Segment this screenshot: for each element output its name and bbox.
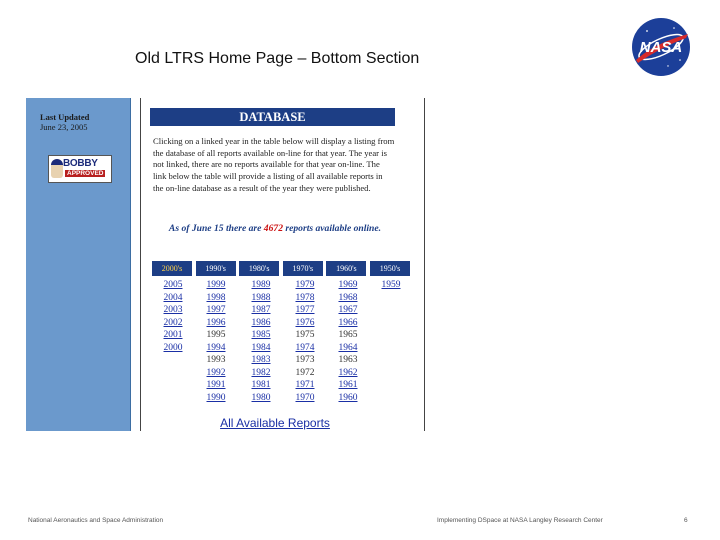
content-divider [140,98,141,431]
year-link-1986[interactable]: 1986 [251,317,271,328]
year-link-1966[interactable]: 1966 [338,317,358,328]
svg-text:NASA: NASA [639,39,683,56]
year-link-1974[interactable]: 1974 [295,342,315,353]
bobby-approved-badge-icon[interactable] [48,155,112,183]
year-link-1962[interactable]: 1962 [338,367,358,378]
year-link-1990[interactable]: 1990 [206,392,226,403]
year-link-1971[interactable]: 1971 [295,380,315,390]
year-link-2004[interactable]: 2004 [163,292,183,303]
year-link-1985[interactable]: 1985 [251,330,271,340]
year-link-1959[interactable]: 1959 [381,280,401,290]
year-link-1967[interactable]: 1967 [338,305,358,315]
decade-header-1990s: 1990's [196,261,236,276]
year-link-1964[interactable]: 1964 [338,342,358,353]
database-description: Clicking on a linked year in the table below will display a listing from the database of all reports available on-line for that year. The year is not linked, there are no reports available for that year on-line. The link below the table will provide a listing of all available reports in the on-line database as a result of the year they were published. [153,136,395,193]
badge-subtitle: APPROVED [67,170,104,177]
decade-header-2000s: 2000's [152,261,192,276]
year-link-1968[interactable]: 1968 [338,292,358,303]
year-link-2000[interactable]: 2000 [163,342,183,353]
year-column-1950s [376,279,406,292]
website-screenshot [26,98,426,431]
decade-header-1950s: 1950's [370,261,410,276]
year-link-2005[interactable]: 2005 [163,280,183,290]
reports-count-suffix: reports available online. [282,223,382,234]
year-link-1996[interactable]: 1996 [206,317,226,328]
year-column-1980s [246,279,276,404]
last-updated-label: Last Updated [40,112,90,122]
year-column-1990s [201,279,231,404]
page-number: 6 [684,517,688,524]
last-updated-date: June 23, 2005 [40,122,88,132]
year-link-1965: 1965 [338,330,358,340]
year-link-1982[interactable]: 1982 [251,367,271,378]
year-link-1983[interactable]: 1983 [251,355,271,365]
year-column-1970s [290,279,320,404]
year-link-1973: 1973 [295,355,315,365]
year-link-1970[interactable]: 1970 [295,392,315,403]
content-right-edge [424,98,425,431]
year-link-1976[interactable]: 1976 [295,317,315,328]
year-link-2001[interactable]: 2001 [163,330,183,340]
decade-header-1980s: 1980's [239,261,279,276]
decade-header-row [152,261,410,276]
year-link-1978[interactable]: 1978 [295,292,315,303]
year-link-1980[interactable]: 1980 [251,392,271,403]
year-link-1963: 1963 [338,355,358,365]
year-link-1961[interactable]: 1961 [338,380,358,390]
year-link-1989[interactable]: 1989 [251,280,271,290]
year-link-1991[interactable]: 1991 [206,380,226,390]
footer-presentation-title: Implementing DSpace at NASA Langley Research Center [437,517,603,524]
year-link-1977[interactable]: 1977 [295,305,315,315]
decade-header-1970s: 1970's [283,261,323,276]
last-updated [40,112,128,132]
year-link-1972: 1972 [295,367,315,378]
year-link-1999[interactable]: 1999 [206,280,226,290]
year-link-1995: 1995 [206,330,226,340]
year-link-2003[interactable]: 2003 [163,305,183,315]
reports-count: 4672 [263,223,283,234]
year-link-1975: 1975 [295,330,315,340]
year-link-1994[interactable]: 1994 [206,342,226,353]
decade-header-1960s: 1960's [326,261,366,276]
nasa-logo-icon [630,16,692,78]
year-column-1960s [333,279,363,404]
year-link-1998[interactable]: 1998 [206,292,226,303]
footer-organization: National Aeronautics and Space Administration [28,517,164,524]
reports-count-prefix: As of June 15 there are [168,223,264,234]
all-available-reports-link[interactable]: All Available Reports [220,416,330,430]
database-header: DATABASE [150,108,395,126]
year-link-1993: 1993 [206,355,226,365]
year-link-2002[interactable]: 2002 [163,317,183,328]
reports-count-note [164,223,386,235]
year-link-1997[interactable]: 1997 [206,305,226,315]
bobby-face-icon [51,159,63,178]
year-link-1979[interactable]: 1979 [295,280,315,290]
year-link-1960[interactable]: 1960 [338,392,358,403]
year-link-1969[interactable]: 1969 [338,280,358,290]
year-link-1988[interactable]: 1988 [251,292,271,303]
slide-title: Old LTRS Home Page – Bottom Section [135,50,420,67]
year-link-1984[interactable]: 1984 [251,342,271,353]
year-link-1981[interactable]: 1981 [251,380,271,390]
year-link-1987[interactable]: 1987 [251,305,271,315]
year-link-1992[interactable]: 1992 [206,367,226,378]
year-column-2000s [158,279,188,354]
badge-title: BOBBY [63,158,98,169]
sidebar [26,98,131,431]
